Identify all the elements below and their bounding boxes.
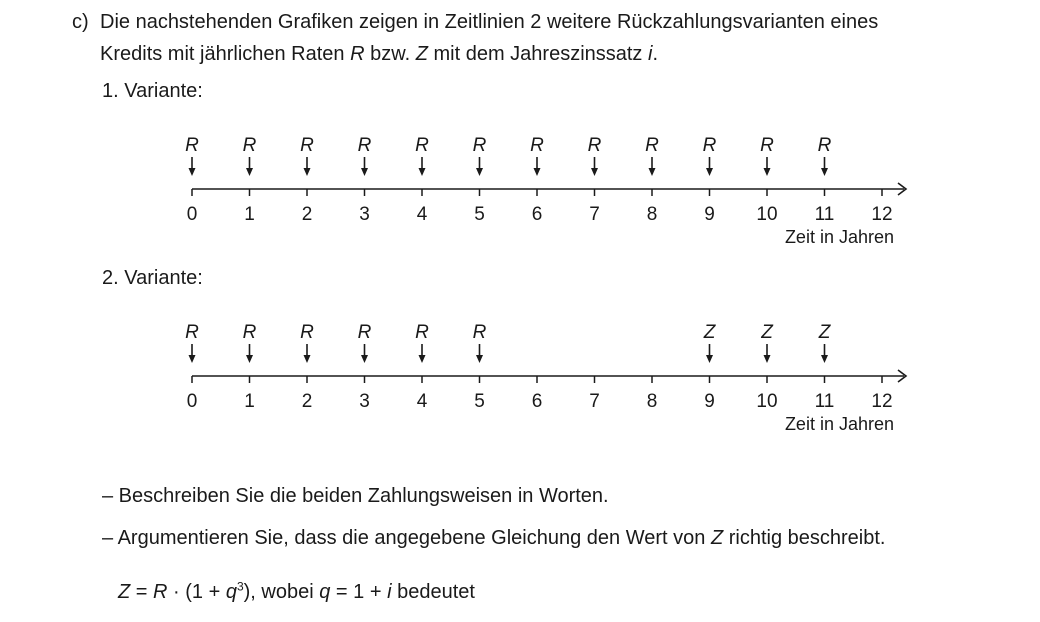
timeline-2-tick-label: 10: [756, 391, 778, 412]
timeline-2-payment-label: R: [185, 322, 199, 343]
timeline-1-payment-label: R: [185, 135, 199, 156]
timeline-1-tick-label: 4: [416, 204, 428, 225]
timeline-2-tick-label: 6: [531, 391, 543, 412]
formula-text: = 1 +: [330, 581, 388, 603]
formula-exponent: 3: [236, 579, 244, 594]
task-describe: – Beschreiben Sie die beiden Zahlungsweisen in Worten.: [102, 485, 609, 507]
intro-line-1: Die nachstehenden Grafiken zeigen in Zeitlinien 2 weitere Rückzahlungsvarianten eines: [100, 11, 879, 33]
formula-text: bedeutet: [391, 581, 475, 603]
timeline-2-tick-label: 12: [871, 391, 893, 412]
timeline-1-tick-label: 1: [244, 204, 255, 225]
symbol-r: R: [350, 43, 365, 65]
formula-i: i: [387, 581, 392, 603]
timeline-2-tick-label: 7: [589, 391, 600, 412]
arrow-down-head: [304, 168, 311, 176]
timeline-2-payment-label: R: [357, 322, 372, 343]
task-text: – Argumentieren Sie, dass die angegebene Gleichung den Wert von: [102, 527, 711, 549]
timeline-1-payment-label: R: [702, 135, 717, 156]
timeline-2-payment-label: R: [472, 322, 487, 343]
part-label: c): [72, 11, 89, 33]
timeline-1-tick-label: 10: [756, 204, 778, 225]
arrow-down-head: [246, 168, 253, 176]
arrow-down-head: [649, 168, 656, 176]
timeline-2-tick-label: 1: [244, 391, 255, 412]
timeline-2-tick-label: 9: [704, 391, 715, 412]
intro-text: mit dem Jahreszinssatz: [427, 43, 648, 65]
timeline-1-payment-label: R: [587, 135, 602, 156]
arrow-down-head: [476, 355, 483, 363]
timeline-variant-2: [0, 317, 1040, 437]
timeline-1-payment-label: R: [415, 135, 429, 156]
timeline-1-payment-label: R: [817, 135, 832, 156]
arrow-down-head: [419, 355, 426, 363]
arrow-down-head: [476, 168, 483, 176]
timeline-1-axis-label: Zeit in Jahren: [784, 227, 894, 247]
arrow-down-head: [361, 355, 368, 363]
timeline-1-payment-label: R: [357, 135, 372, 156]
timeline-1-tick-label: 3: [359, 204, 370, 225]
timeline-2-payment-label: R: [415, 322, 429, 343]
timeline-2-tick-label: 0: [186, 391, 198, 412]
arrow-down-head: [706, 355, 713, 363]
timeline-1-tick-label: 7: [589, 204, 600, 225]
timeline-2-tick-label: 2: [301, 391, 313, 412]
arrow-down-head: [591, 168, 598, 176]
formula-z: Z: [118, 581, 131, 603]
timeline-2-payment-label: Z: [703, 322, 716, 343]
formula-q: q: [319, 581, 331, 603]
timeline-1-payment-label: R: [472, 135, 487, 156]
timeline-1-tick-label: 8: [646, 204, 658, 225]
formula-text: ), wobei: [243, 581, 320, 603]
timeline-2-payment-label: Z: [818, 322, 831, 343]
timeline-1-tick-label: 11: [814, 204, 835, 225]
variant-2-label: 2. Variante:: [102, 267, 203, 289]
formula: [118, 580, 475, 604]
symbol-i: i: [648, 43, 653, 65]
timeline-2-tick-label: 8: [646, 391, 658, 412]
timeline-2-payment-label: Z: [761, 322, 773, 343]
arrow-down-head: [304, 355, 311, 363]
timeline-2-tick-label: 11: [814, 391, 835, 412]
timeline-2-tick-label: 3: [359, 391, 370, 412]
symbol-z: Z: [710, 527, 724, 549]
intro-text: Kredits mit jährlichen Raten: [100, 43, 351, 65]
timeline-2-payment-label: R: [242, 322, 257, 343]
variant-1-label: 1. Variante:: [102, 80, 203, 102]
timeline-1-payment-label: R: [300, 135, 314, 156]
timeline-1-payment-label: R: [530, 135, 544, 156]
timeline-1-tick-label: 0: [186, 204, 198, 225]
symbol-z: Z: [415, 43, 428, 65]
timeline-1-payment-label: R: [645, 135, 659, 156]
arrow-down-head: [764, 355, 771, 363]
task-text: richtig beschreibt.: [723, 527, 886, 549]
arrow-down-head: [246, 355, 253, 363]
arrow-down-head: [764, 168, 771, 176]
timeline-1-tick-label: 2: [301, 204, 313, 225]
arrow-down-head: [419, 168, 426, 176]
timeline-1-payment-label: R: [760, 135, 774, 156]
formula-r: R: [153, 581, 168, 603]
intro-text: .: [652, 43, 659, 65]
formula-q: q: [225, 581, 237, 603]
timeline-2-payment-label: R: [300, 322, 314, 343]
timeline-variant-1: [0, 130, 1040, 250]
arrow-down-head: [534, 168, 541, 176]
timeline-1-payment-label: R: [242, 135, 257, 156]
timeline-1-tick-label: 9: [704, 204, 715, 225]
formula-text: =: [130, 581, 154, 603]
timeline-2-tick-label: 4: [416, 391, 428, 412]
arrow-down-head: [189, 168, 196, 176]
arrow-down-head: [821, 355, 828, 363]
intro-line-2: [100, 42, 658, 66]
timeline-2-axis-label: Zeit in Jahren: [784, 414, 894, 434]
task-argue: [102, 526, 885, 550]
timeline-2-tick-label: 5: [474, 391, 485, 412]
arrow-down-head: [706, 168, 713, 176]
timeline-1-tick-label: 6: [531, 204, 543, 225]
timeline-1-tick-label: 5: [474, 204, 485, 225]
arrow-down-head: [361, 168, 368, 176]
intro-text: bzw.: [364, 43, 416, 65]
arrow-down-head: [821, 168, 828, 176]
timeline-1-tick-label: 12: [871, 204, 893, 225]
formula-text: · (1 +: [167, 581, 226, 603]
arrow-down-head: [189, 355, 196, 363]
